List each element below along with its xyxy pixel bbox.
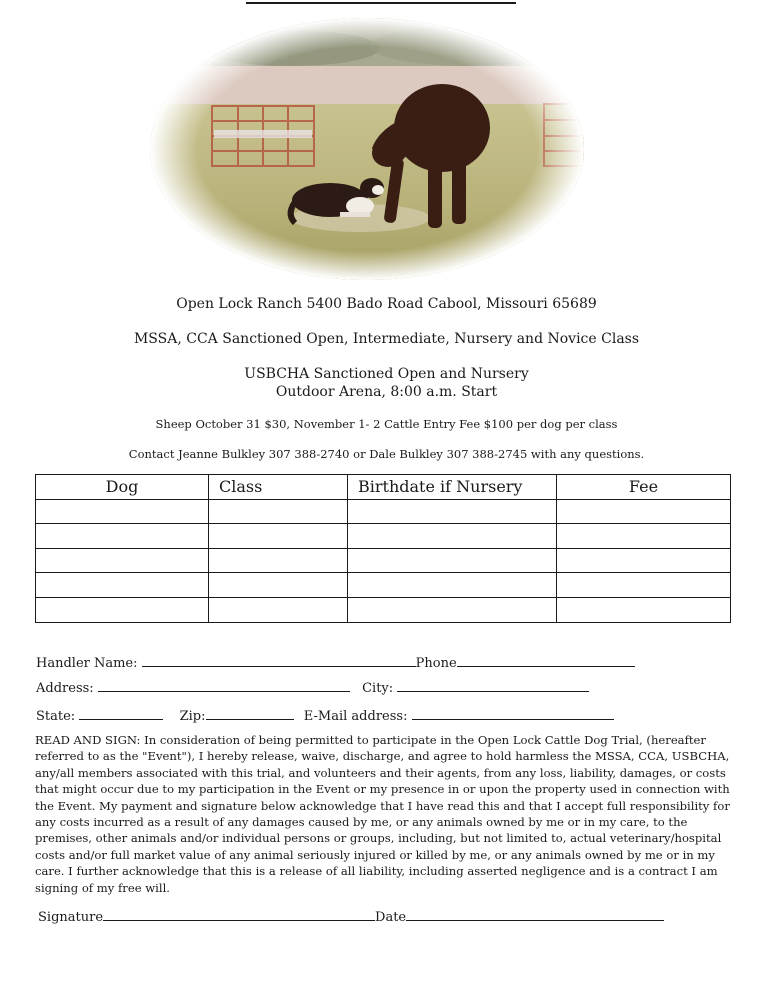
dog-cell[interactable]: [36, 524, 209, 549]
table-header-row: [36, 475, 731, 500]
signature-field[interactable]: [103, 908, 375, 921]
release-text: READ AND SIGN: In consideration of being permitted to participate in the Open Lock Cattle Dog Trial, (hereafter referred to as the "Event"), I hereby release, waive, discharge, and agree to hold harmless the MSSA, CCA, USBCHA, any/all members associated with this trial, and volunteers and their agents, from any loss, liability, damages, or costs that might occur due to my participation in the Event or my presence in or upon the property used in connection with the Event. My payment and signature below acknowledge that I have read this and that I accept full responsibility for any costs incurred as a result of any damages caused by me, or any animals owned by me or in my care, to the premises, other animals and/or individual persons or groups, including, but not limited to, actual veterinary/hospital costs and/or full market value of any animal seriously injured or killed by me, or any animals owned by me or in my care. I further acknowledge that this is a release of all liability, including asserted negligence and is a contract I am signing of my free will.: [35, 733, 730, 895]
class-cell[interactable]: [209, 548, 348, 573]
birthdate-cell[interactable]: [348, 499, 557, 524]
zip-label: Zip:: [179, 709, 206, 724]
address-field[interactable]: [98, 679, 350, 692]
city-field[interactable]: [397, 679, 589, 692]
dog-cell[interactable]: [36, 548, 209, 573]
dog-cell[interactable]: [36, 573, 209, 598]
class-cell[interactable]: [209, 573, 348, 598]
entry-table: [35, 474, 731, 623]
header-birthdate: Birthdate if Nursery: [348, 475, 557, 500]
dates-and-fees: Sheep October 31 $30, November 1- 2 Cattle Entry Fee $100 per dog per class: [155, 417, 618, 431]
address-row: [36, 679, 589, 696]
table-row: [36, 524, 731, 549]
address-label: Address:: [36, 681, 94, 696]
usbcha-line: USBCHA Sanctioned Open and Nursery: [244, 366, 529, 382]
header-class: Class: [209, 475, 348, 500]
date-field[interactable]: [406, 908, 664, 921]
contact-line: Contact Jeanne Bulkley 307 388-2740 or Dale Bulkley 307 388-2745 with any questions.: [128, 447, 645, 461]
email-field[interactable]: [412, 707, 614, 720]
state-field[interactable]: [79, 707, 163, 720]
venue-address: Open Lock Ranch 5400 Bado Road Cabool, Missouri 65689: [176, 296, 597, 312]
birthdate-cell[interactable]: [348, 573, 557, 598]
state-row: [36, 707, 614, 724]
table-row: [36, 573, 731, 598]
phone-field[interactable]: [457, 654, 635, 667]
handler-name-label: Handler Name:: [36, 656, 138, 671]
phone-label: Phone: [415, 656, 457, 671]
fee-cell[interactable]: [557, 597, 731, 622]
signature-label: Signature: [38, 910, 104, 925]
birthdate-cell[interactable]: [348, 524, 557, 549]
city-label: City:: [362, 681, 394, 696]
dog-cell[interactable]: [36, 499, 209, 524]
date-label: Date: [375, 910, 407, 925]
email-label: E-Mail address:: [303, 709, 408, 724]
class-cell[interactable]: [209, 597, 348, 622]
handler-name-field[interactable]: [142, 654, 416, 667]
table-row: [36, 597, 731, 622]
fee-cell[interactable]: [557, 573, 731, 598]
header-fee: Fee: [557, 475, 731, 500]
table-row: [36, 548, 731, 573]
arena-start-line: Outdoor Arena, 8:00 a.m. Start: [275, 384, 498, 400]
sanction-line: MSSA, CCA Sanctioned Open, Intermediate, Nursery and Novice Class: [133, 331, 640, 347]
fee-cell[interactable]: [557, 548, 731, 573]
handler-name-row: [36, 654, 635, 671]
fee-cell[interactable]: [557, 524, 731, 549]
birthdate-cell[interactable]: [348, 597, 557, 622]
class-cell[interactable]: [209, 499, 348, 524]
state-label: State:: [36, 709, 76, 724]
fee-cell[interactable]: [557, 499, 731, 524]
dog-cell[interactable]: [36, 597, 209, 622]
class-cell[interactable]: [209, 524, 348, 549]
header-dog: Dog: [36, 475, 209, 500]
zip-field[interactable]: [206, 707, 294, 720]
top-rule: [246, 2, 516, 4]
signature-row: [38, 908, 664, 925]
cow-and-dog-photo: [150, 18, 584, 280]
table-row: [36, 499, 731, 524]
birthdate-cell[interactable]: [348, 548, 557, 573]
